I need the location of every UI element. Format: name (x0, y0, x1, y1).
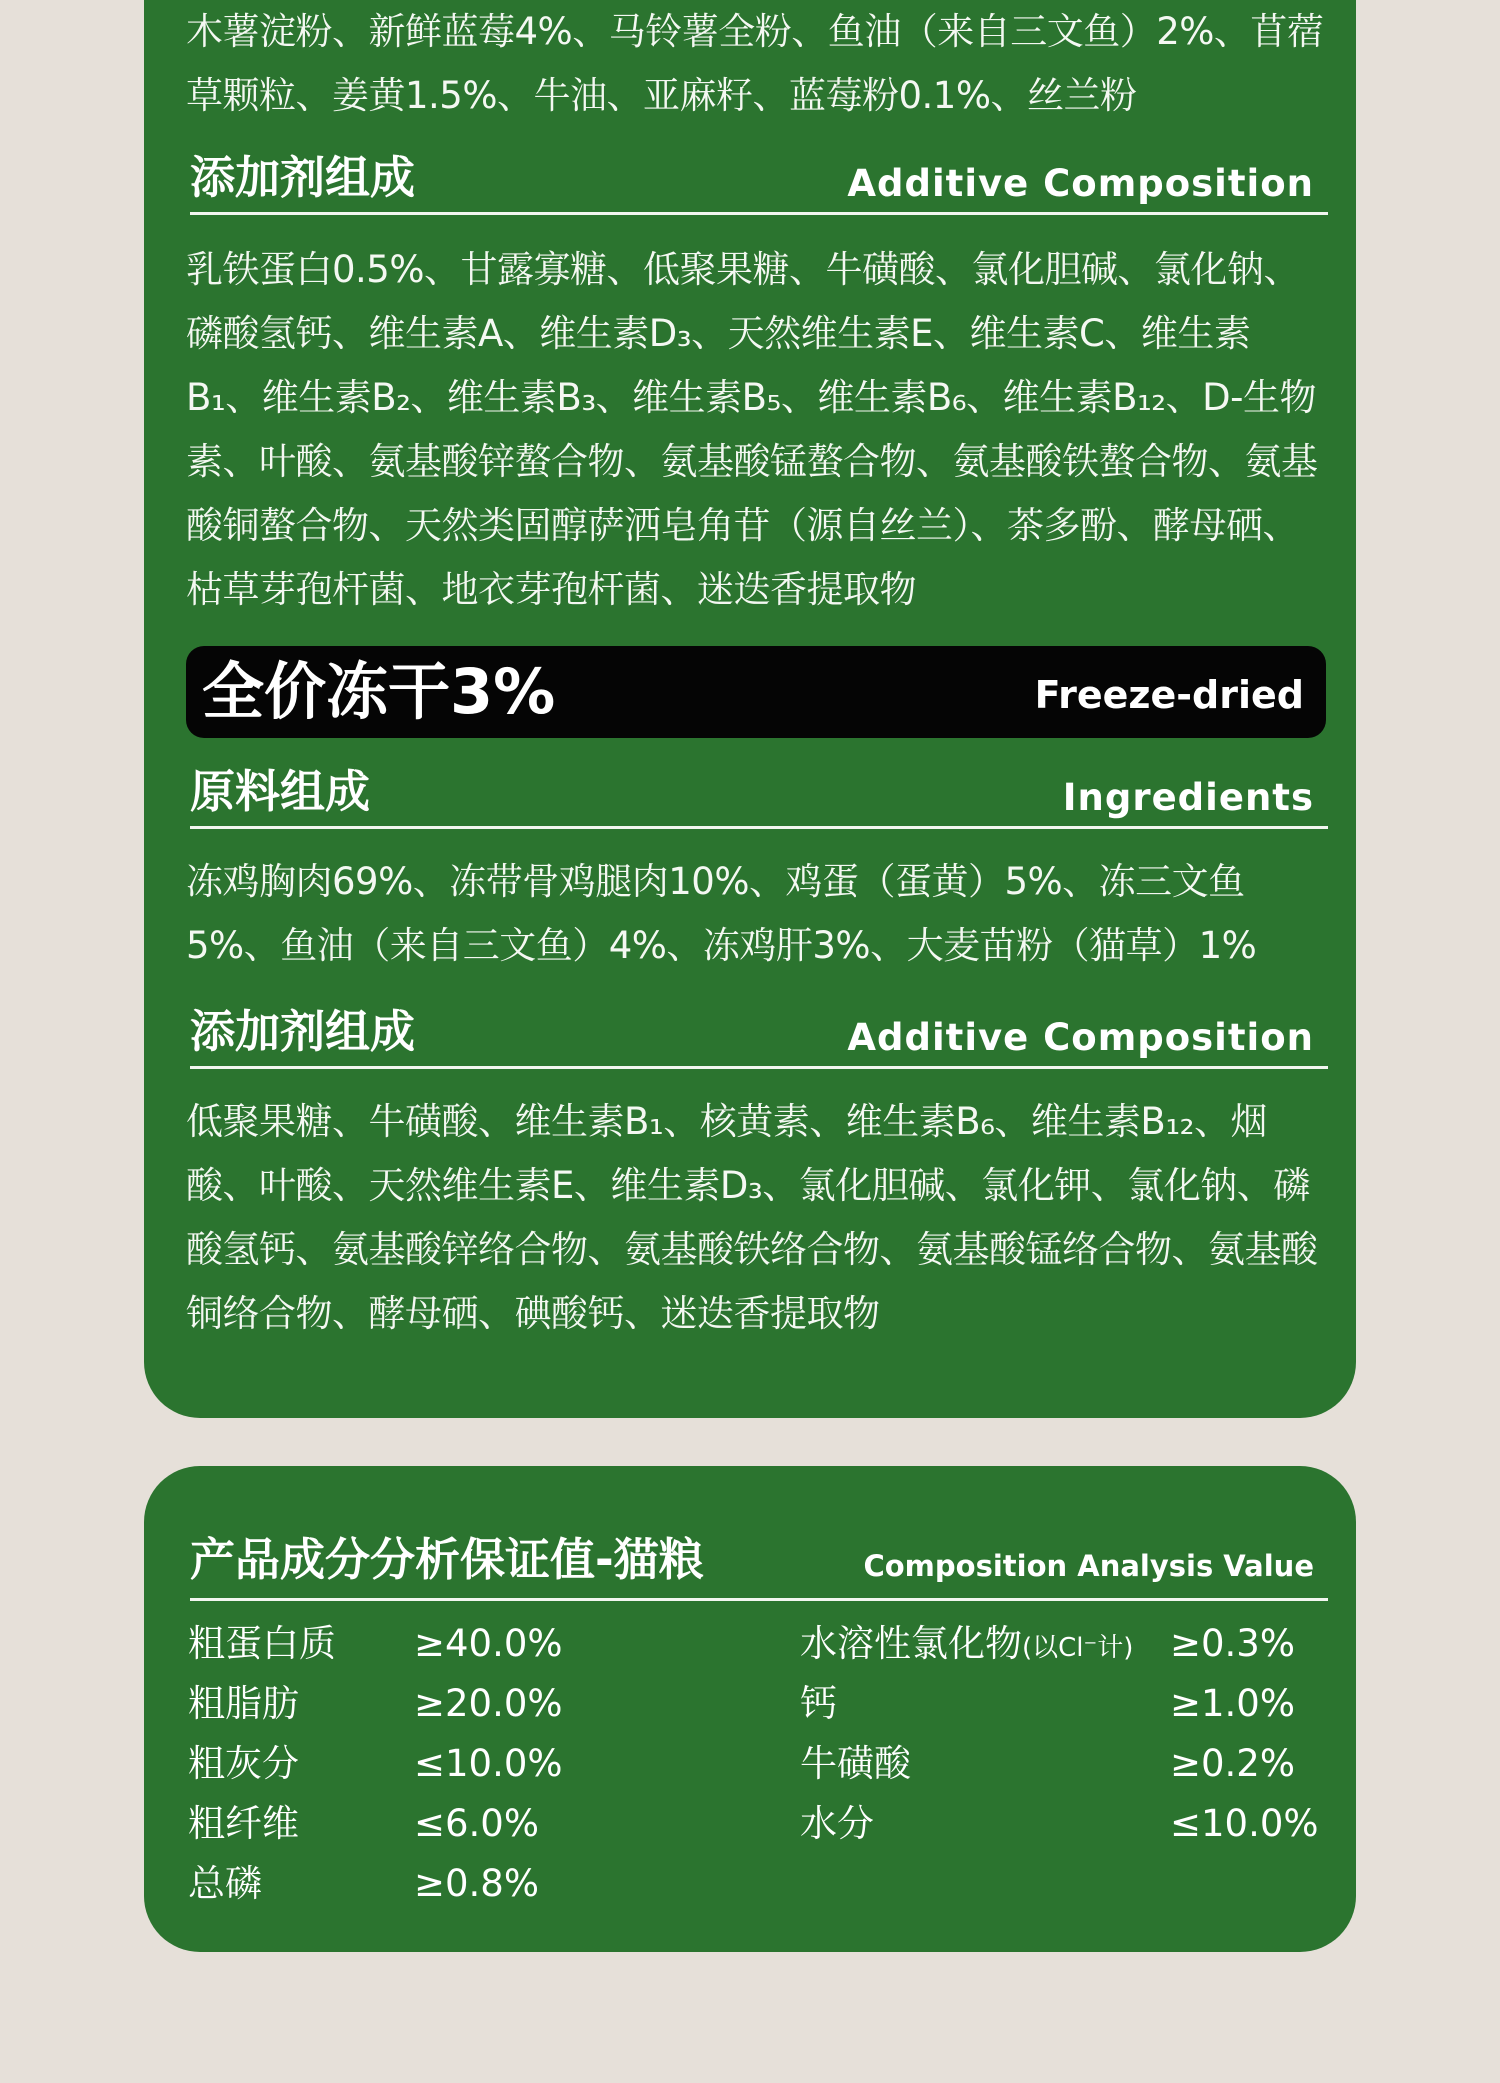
additive-heading-cn: 添加剂组成 (190, 151, 416, 204)
analysis-value: ≤10.0% (1170, 1802, 1319, 1845)
analysis-row-crude-protein (188, 1614, 748, 1674)
analysis-heading-en: Composition Analysis Value (863, 1549, 1314, 1583)
analysis-row-crude-fiber (188, 1794, 748, 1854)
analysis-value: ≥0.2% (1170, 1742, 1296, 1785)
analysis-label: 总磷 (188, 1862, 262, 1905)
analysis-row-crude-fat (188, 1674, 748, 1734)
fd-additive-heading-cn: 添加剂组成 (190, 1005, 416, 1058)
analysis-label: 粗灰分 (188, 1742, 299, 1785)
fd-additive-heading (190, 1004, 1328, 1069)
analysis-label-text: 水溶性氯化物 (800, 1622, 1022, 1665)
analysis-row-water-soluble-chloride (800, 1614, 1340, 1674)
additive-heading (190, 150, 1328, 215)
ingredients-heading-cn: 原料组成 (190, 765, 371, 818)
fd-additive-heading-en: Additive Composition (847, 1016, 1314, 1059)
analysis-row-moisture (800, 1794, 1340, 1854)
fd-additives-text: 低聚果糖、牛磺酸、维生素B₁、核黄素、维生素B₆、维生素B₁₂、烟酸、叶酸、天然维生素E、维生素D₃、氯化胆碱、氯化钾、氯化钠、磷酸氢钙、氨基酸锌络合物、氨基酸铁络合物、氨基酸锰络合物、氨基酸铜络合物、酵母硒、碘酸钙、迷迭香提取物 (186, 1100, 1318, 1335)
analysis-label: 钙 (800, 1682, 837, 1725)
analysis-row-calcium (800, 1674, 1340, 1734)
main-ingredients-text: 木薯淀粉、新鲜蓝莓4%、马铃薯全粉、鱼油（来自三文鱼）2%、苜蓿草颗粒、姜黄1.5%、牛油、亚麻籽、蓝莓粉0.1%、丝兰粉 (186, 10, 1324, 117)
analysis-label-note: (以Cl⁻计) (1022, 1633, 1134, 1663)
analysis-label: 粗脂肪 (188, 1682, 299, 1725)
analysis-value: ≥40.0% (414, 1622, 563, 1665)
freeze-dried-banner (186, 646, 1326, 738)
analysis-value: ≥20.0% (414, 1682, 563, 1725)
analysis-label: 水分 (800, 1802, 874, 1845)
analysis-row-taurine (800, 1734, 1340, 1794)
freeze-dried-ingredients-text: 冻鸡胸肉69%、冻带骨鸡腿肉10%、鸡蛋（蛋黄）5%、冻三文鱼5%、鱼油（来自三文鱼）4%、冻鸡肝3%、大麦苗粉（猫草）1% (186, 860, 1257, 967)
analysis-label: 粗蛋白质 (188, 1622, 336, 1665)
analysis-row-crude-ash (188, 1734, 748, 1794)
analysis-label: 牛磺酸 (800, 1742, 911, 1785)
analysis-row-total-phosphorus (188, 1854, 748, 1914)
analysis-value: ≤6.0% (414, 1802, 540, 1845)
composition-analysis-card (144, 1466, 1356, 1952)
ingredients-heading (190, 764, 1328, 829)
freeze-dried-banner-en: Freeze-dried (1034, 673, 1304, 717)
analysis-value: ≥0.8% (414, 1862, 540, 1905)
additives-text: 乳铁蛋白0.5%、甘露寡糖、低聚果糖、牛磺酸、氯化胆碱、氯化钠、磷酸氢钙、维生素A、维生素D₃、天然维生素E、维生素C、维生素B₁、维生素B₂、维生素B₃、维生素B₅、维生素B₆、维生素B₁₂、D-生物素、叶酸、氨基酸锌螯合物、氨基酸锰螯合物、氨基酸铁螯合物、氨基酸铜螯合物、天然类固醇萨洒皂角苷（源自丝兰）、茶多酚、酵母硒、枯草芽孢杆菌、地衣芽孢杆菌、迷迭香提取物 (186, 248, 1318, 611)
analysis-heading-cn: 产品成分分析保证值-猫粮 (190, 1533, 704, 1586)
additive-heading-en: Additive Composition (847, 162, 1314, 205)
analysis-label (800, 1614, 1133, 1678)
ingredients-card (144, 0, 1356, 1418)
ingredients-heading-en: Ingredients (1062, 776, 1314, 819)
analysis-value: ≤10.0% (414, 1742, 563, 1785)
freeze-dried-banner-cn: 全价冻干3% (202, 655, 556, 728)
analysis-value: ≥0.3% (1170, 1622, 1296, 1665)
analysis-value: ≥1.0% (1170, 1682, 1296, 1725)
analysis-label: 粗纤维 (188, 1802, 299, 1845)
analysis-heading (190, 1526, 1328, 1601)
